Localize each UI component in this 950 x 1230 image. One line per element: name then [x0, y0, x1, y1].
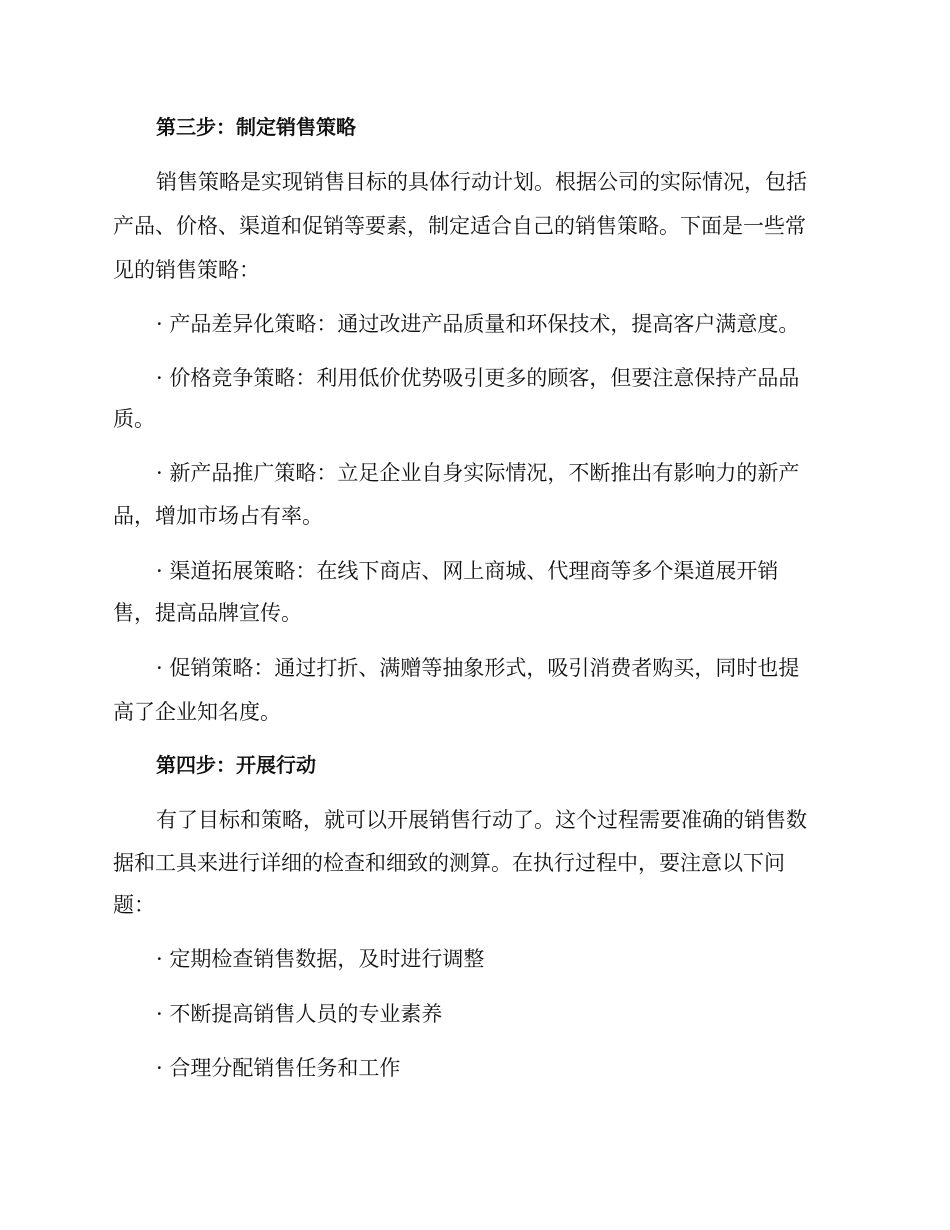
section-heading-step4: 第四步：开展行动	[156, 753, 316, 777]
bullet-continuation: 质。	[113, 407, 155, 431]
bullet-continuation: 售，提高品牌宣传。	[113, 601, 302, 625]
paragraph-line: 产品、价格、渠道和促销等要素，制定适合自己的销售策略。下面是一些常	[113, 214, 806, 238]
bullet-item-new-product: · 新产品推广策略：立足企业自身实际情况，不断推出有影响力的新产	[156, 461, 800, 485]
bullet-item-improve-staff: · 不断提高销售人员的专业素养	[156, 1002, 443, 1026]
bullet-item-check-data: · 定期检查销售数据，及时进行调整	[156, 947, 485, 971]
bullet-continuation: 高了企业知名度。	[113, 700, 281, 724]
paragraph-line: 销售策略是实现销售目标的具体行动计划。根据公司的实际情况，包括	[156, 170, 807, 194]
paragraph-line: 有了目标和策略，就可以开展销售行动了。这个过程需要准确的销售数	[156, 808, 807, 832]
bullet-item-channel-expansion: · 渠道拓展策略：在线下商店、网上商城、代理商等多个渠道展开销	[156, 559, 779, 583]
bullet-item-product-differentiation: · 产品差异化策略：通过改进产品质量和环保技术，提高客户满意度。	[156, 312, 800, 336]
bullet-continuation: 品，增加市场占有率。	[113, 504, 323, 528]
paragraph-line: 题：	[113, 893, 155, 917]
paragraph-line: 见的销售策略：	[113, 258, 260, 282]
bullet-item-promotion: · 促销策略：通过打折、满赠等抽象形式，吸引消费者购买，同时也提	[156, 656, 800, 680]
section-heading-step3: 第三步：制定销售策略	[156, 115, 356, 139]
paragraph-line: 据和工具来进行详细的检查和细致的测算。在执行过程中，要注意以下问	[113, 851, 785, 875]
bullet-item-price-competition: · 价格竞争策略：利用低价优势吸引更多的顾客，但要注意保持产品品	[156, 366, 800, 390]
bullet-item-allocate-tasks: · 合理分配销售任务和工作	[156, 1056, 401, 1080]
